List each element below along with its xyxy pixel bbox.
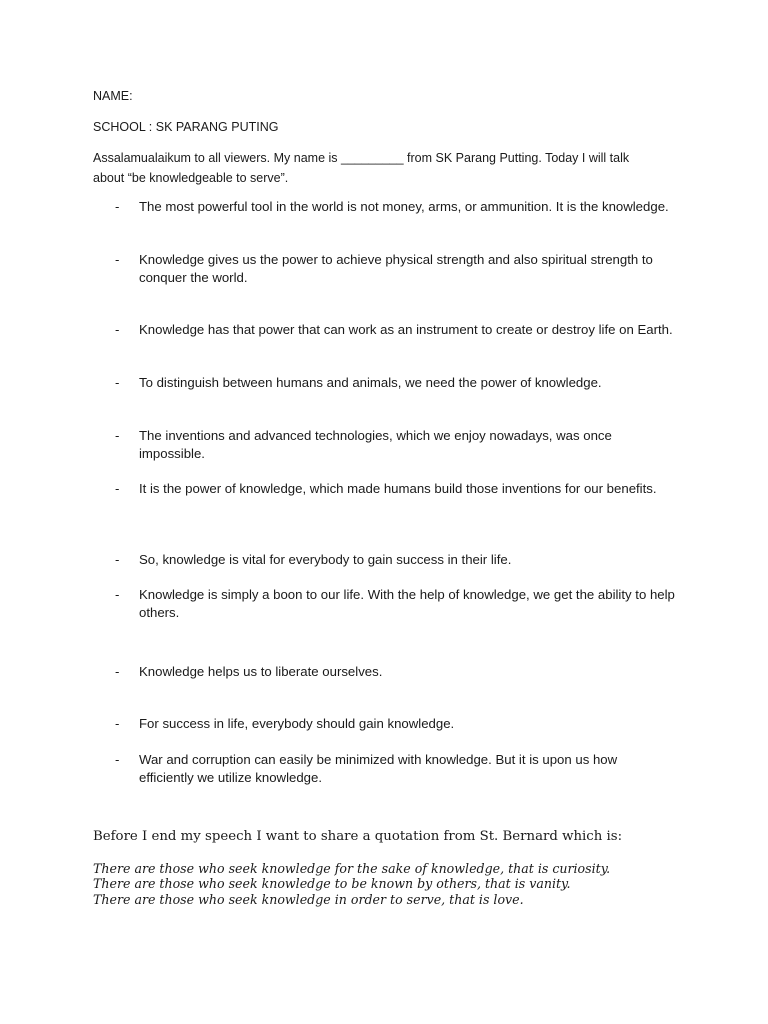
bullet-dash: -	[115, 375, 120, 390]
intro-paragraph: Assalamualaikum to all viewers. My name is _________ from SK Parang Putting. Today I will talk about “be knowledgeable to serve”.	[93, 151, 630, 185]
bullet-dash: -	[115, 252, 120, 267]
bullet-dash: -	[115, 199, 120, 214]
bullet-dash: -	[115, 752, 120, 767]
bullet-dash: -	[115, 587, 120, 602]
bullet-text: Knowledge gives us the power to achieve physical strength and also spiritual strength to conquer the world.	[139, 252, 653, 285]
quotation-line: There are those who seek knowledge in order to serve, that is love.	[93, 891, 524, 907]
bullet-text: Knowledge helps us to liberate ourselves.	[139, 664, 383, 679]
bullet-dash: -	[115, 428, 120, 443]
name-label: NAME:	[93, 89, 133, 103]
bullet-text: Knowledge has that power that can work as an instrument to create or destroy life on Earth.	[139, 322, 673, 337]
bullet-dash: -	[115, 664, 120, 679]
bullet-text: To distinguish between humans and animals, we need the power of knowledge.	[139, 375, 602, 390]
bullet-dash: -	[115, 322, 120, 337]
bullet-text: War and corruption can easily be minimized with knowledge. But it is upon us how efficiently we utilize knowledge.	[139, 752, 618, 785]
bullet-item	[115, 551, 675, 569]
bullet-item	[115, 663, 675, 681]
bullet-item	[115, 251, 675, 286]
closing-sentence: Before I end my speech I want to share a quotation from St. Bernard which is:	[93, 829, 623, 844]
bullet-item	[115, 715, 675, 733]
bullet-item	[115, 427, 675, 462]
bullet-text: For success in life, everybody should gain knowledge.	[139, 716, 455, 731]
bullet-text: The most powerful tool in the world is not money, arms, or ammunition. It is the knowledge.	[139, 199, 669, 214]
bullet-text: Knowledge is simply a boon to our life. With the help of knowledge, we get the ability to help others.	[139, 587, 675, 620]
bullet-item	[115, 198, 675, 216]
school-label: SCHOOL : SK PARANG PUTING	[93, 120, 279, 134]
quotation-line: There are those who seek knowledge for the sake of knowledge, that is curiosity.	[93, 861, 611, 876]
bullet-item	[115, 480, 675, 498]
bullet-item	[115, 751, 675, 786]
bullet-item	[115, 586, 675, 621]
bullet-text: It is the power of knowledge, which made humans build those inventions for our benefits.	[139, 481, 657, 496]
bullet-text: The inventions and advanced technologies, which we enjoy nowadays, was once impossible.	[139, 428, 612, 461]
bullet-dash: -	[115, 716, 120, 731]
bullet-dash: -	[115, 552, 120, 567]
bullet-item	[115, 321, 675, 339]
bullet-dash: -	[115, 481, 120, 496]
quotation-line: There are those who seek knowledge to be known by others, that is vanity.	[93, 876, 571, 892]
bullet-text: So, knowledge is vital for everybody to gain success in their life.	[139, 552, 512, 567]
quotation-block	[93, 861, 610, 907]
bullet-item	[115, 374, 675, 392]
